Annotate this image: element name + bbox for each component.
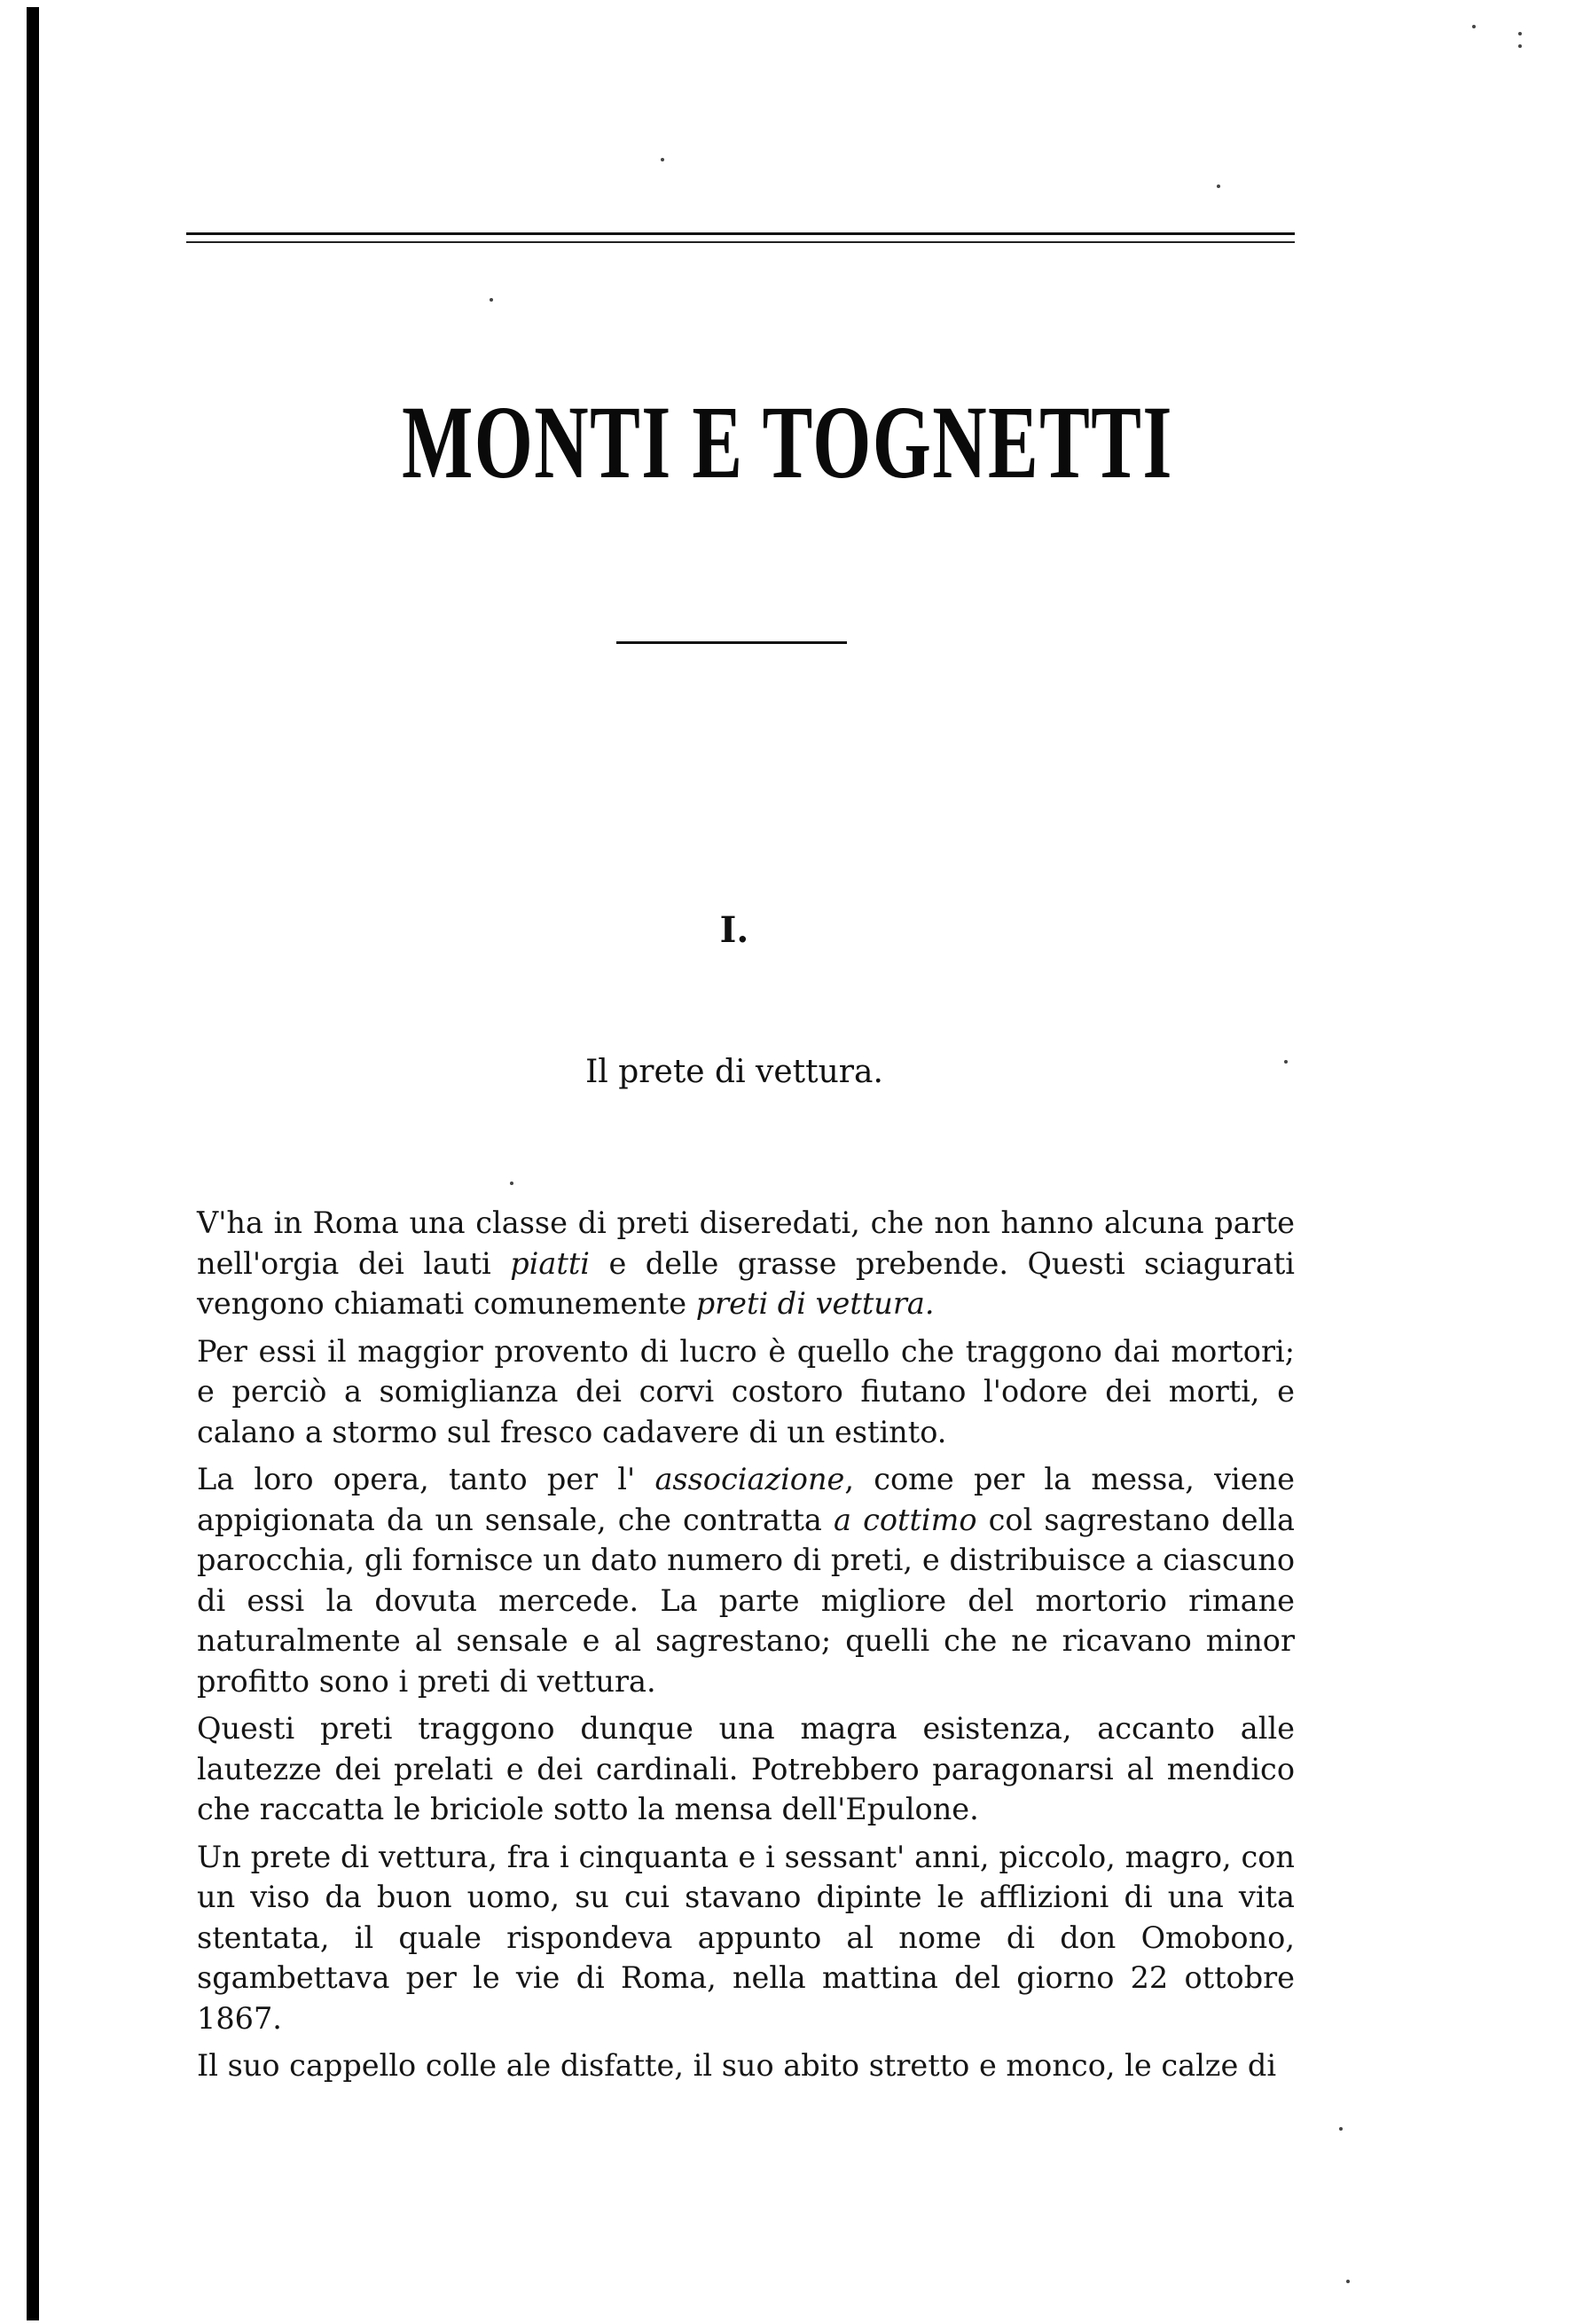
scan-speck xyxy=(1339,2127,1343,2131)
scan-speck xyxy=(1284,1060,1288,1064)
text-run: V'ha in Roma una classe di preti diseredati, che non hanno alcuna parte nell'orgia dei lauti xyxy=(197,1205,1295,1281)
text-run: Per essi il maggior provento di lucro è quello che traggono dai mortori; e perciò a somiglianza dei corvi costoro fiutano l'odore dei morti, e calano a stormo sul fresco cadavere di un estinto. xyxy=(197,1333,1295,1449)
page-binding-edge xyxy=(27,7,39,2320)
paragraph xyxy=(197,2045,1295,2086)
paragraph xyxy=(197,1459,1295,1701)
paragraph xyxy=(197,1837,1295,2039)
text-run: La loro opera, tanto per l' xyxy=(197,1462,655,1496)
scan-speck xyxy=(661,158,664,161)
scan-speck xyxy=(1518,44,1522,48)
text-run: , come per la messa, viene appigionata da un sensale, che contratta xyxy=(197,1462,1295,1537)
header-rule-thick xyxy=(186,232,1295,235)
italic-run: piatti xyxy=(510,1245,591,1281)
paragraph xyxy=(197,1203,1295,1324)
text-run: Questi preti traggono dunque una magra esistenza, accanto alle lautezze dei prelati e dei cardinali. Potrebbero paragonarsi al mendico che raccatta le briciole sotto la mensa dell'Epulone. xyxy=(197,1711,1295,1826)
text-run: col sagrestano della parocchia, gli fornisce un dato numero di preti, e distribuisce a ciascuno di essi la dovuta mercede. La parte migliore del mortorio rimane naturalmente al sensale e al sagrestano; quelli che ne ricavano minor profitto sono i preti di vettura. xyxy=(197,1502,1295,1699)
title-separator-rule xyxy=(616,641,847,644)
italic-run: preti di vettura. xyxy=(695,1286,935,1321)
italic-run: a cottimo xyxy=(834,1502,977,1537)
scan-speck xyxy=(1346,2280,1350,2283)
text-run: e delle grasse prebende. Questi sciagurati vengono chiamati comunemente xyxy=(197,1245,1295,1321)
scan-speck xyxy=(1518,32,1522,35)
scan-speck xyxy=(1472,25,1476,28)
text-run: Un prete di vettura, fra i cinquanta e i sessant' anni, piccolo, magro, con un viso da buon uomo, su cui stavano dipinte le afflizioni di una vita stentata, il quale rispondeva appunto al nome di don Omobono, sgambettava per le vie di Roma, nella mattina del giorno 22 ottobre 1867. xyxy=(197,1839,1295,2036)
italic-run: associazione xyxy=(654,1462,845,1496)
paragraph xyxy=(197,1331,1295,1453)
chapter-number: I. xyxy=(719,909,749,951)
chapter-subtitle: Il prete di vettura. xyxy=(585,1054,883,1090)
header-rule-thin xyxy=(186,241,1295,243)
book-title: MONTI E TOGNETTI xyxy=(402,384,1173,500)
body-text xyxy=(197,1203,1295,2093)
scan-speck xyxy=(510,1182,513,1185)
text-run: Il suo cappello colle ale disfatte, il suo abito stretto e monco, le calze di xyxy=(197,2048,1277,2083)
scan-speck xyxy=(1217,185,1220,188)
paragraph xyxy=(197,1708,1295,1830)
scan-speck xyxy=(490,298,493,302)
